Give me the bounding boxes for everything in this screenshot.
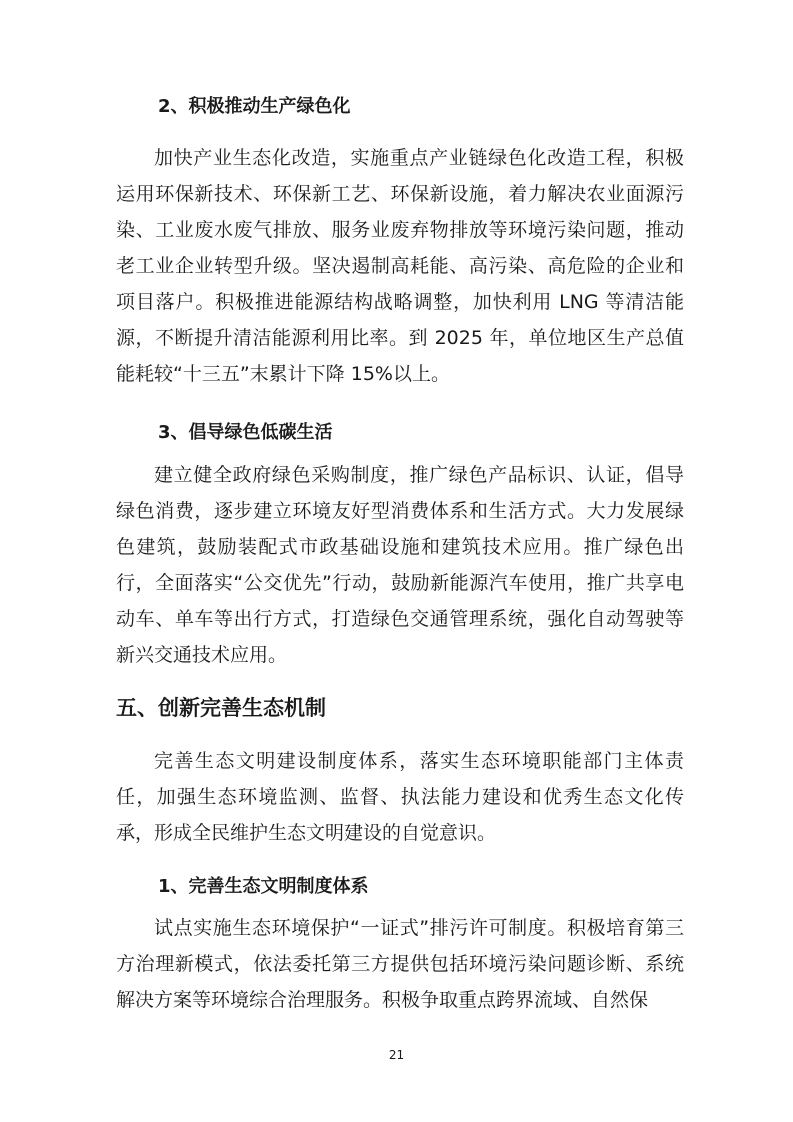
paragraph-ecological-system: 试点实施生态环境保护“一证式”排污许可制度。积极培育第三方治理新模式，依法委托第三方提供包括环境污染问题诊断、系统解决方案等环境综合治理服务。积极争取重点跨界流域、自然保 xyxy=(116,917,684,1011)
page-number: 21 xyxy=(388,1048,405,1062)
paragraph-low-carbon-life: 建立健全政府绿色采购制度，推广绿色产品标识、认证，倡导绿色消费，逐步建立环境友好型消费体系和生活方式。大力发展绿色建筑，鼓励装配式市政基础设施和建筑技术应用。推广绿色出行，全面落实“公交优先”行动，鼓励新能源汽车使用，推广共享电动车、单车等出行方式，打造绿色交通管理系统，强化自动驾驶等新兴交通技术应用。 xyxy=(116,464,684,666)
heading-low-carbon-life: 3、倡导绿色低碳生活 xyxy=(158,422,333,443)
paragraph-green-production: 加快产业生态化改造，实施重点产业链绿色化改造工程，积极运用环保新技术、环保新工艺、环保新设施，着力解决农业面源污染、工业废水废气排放、服务业废弃物排放等环境污染问题，推动老工业企业转型升级。坚决遏制高耗能、高污染、高危险的企业和项目落户。积极推进能源结构战略调整，加快利用 LNG 等清洁能源，不断提升清洁能源利用比率。到 2025 年，单位地区生产总值能耗较“十三五”末累计下降 15%以上。 xyxy=(116,147,684,385)
heading-ecological-system: 1、完善生态文明制度体系 xyxy=(158,876,369,897)
heading-green-production: 2、积极推动生产绿色化 xyxy=(158,96,351,117)
paragraph-ecological-mechanism: 完善生态文明建设制度体系，落实生态环境职能部门主体责任，加强生态环境监测、监督、执法能力建设和优秀生态文化传承，形成全民维护生态文明建设的自觉意识。 xyxy=(116,750,684,844)
heading-ecological-mechanism: 五、创新完善生态机制 xyxy=(116,696,326,720)
